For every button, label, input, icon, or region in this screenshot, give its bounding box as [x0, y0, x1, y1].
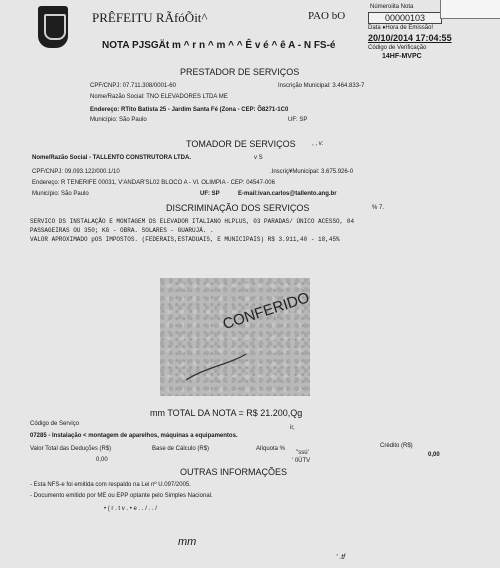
provider-city: Município: São Paulo [90, 117, 147, 123]
stamp-drawing [160, 278, 310, 396]
stamp-signature-stroke [186, 354, 246, 380]
service-code-label: Código de Serviço [30, 421, 80, 427]
taker-title-marks: , , v: [312, 141, 324, 147]
city-name-right: PAO bO [308, 10, 346, 22]
services-title-marks: % 7. [372, 205, 385, 211]
credit-label: Crédito (R$) [380, 443, 413, 449]
verification-value: 14HF-MVPC [382, 53, 422, 60]
city-name: PRÊFEITU RÃfóÕit^ [92, 10, 208, 25]
totals-marks-1: ir, [290, 425, 295, 431]
corner-mark: ' .tf [336, 554, 346, 561]
other-info-line-1: - Esta NFS-e foi emitida com respaldo na Lei nº U.097/2005. [30, 482, 191, 488]
emission-label: Data ♦Hora de Emissão! [368, 25, 434, 31]
other-info-line-2: - Documento emitido por ME ou EPP optante pelo Simples Nacional. [30, 493, 213, 499]
credit-value: 0,00 [428, 452, 440, 458]
taker-uf: UF: SP [200, 191, 220, 197]
note-number: 00000103 [368, 12, 442, 24]
provider-municipal-reg: Inscrição Municipal: 3.464.833-7 [278, 83, 365, 89]
totals-marks-3: ' 0ÜTV [292, 458, 311, 464]
verification-label: Código de Verificação [368, 45, 427, 51]
corner-decoration [440, 0, 500, 19]
provider-section-title: PRESTADOR DE SERVIÇOS [180, 67, 300, 77]
service-code: 07285 - Instalação < montagem de aparelhos, máquinas a equipamentos. [30, 433, 238, 439]
city-crest-icon [38, 6, 68, 48]
note-number-label: Númeroiita Nota [370, 4, 414, 10]
stamp-text: CONFERIDO [220, 289, 310, 334]
deductions-label: Valor Total das Deduções (R$) [30, 446, 112, 452]
other-info-title: OUTRAS INFORMAÇÕES [180, 467, 288, 477]
taker-cpf: CPF/CNPJ: 09.093.122/000.1/10 [32, 169, 120, 175]
service-line-2: PASSAGEIRAS OU 350; KG - OBRA. SOLARES - GUARUJÁ. . [30, 227, 214, 234]
taker-name: Nome/Razão Social - TALLENTO CONSTRUTORA LTDA. [32, 155, 192, 161]
total-line: mm TOTAL DA NOTA = R$ 21.200,Qg [150, 408, 303, 418]
deductions-value: 0,00 [96, 457, 108, 463]
provider-address: Endereço: RTito Batista 25 - Jardim Santa Fé (Zona - CEP: Õ8271-1C0 [90, 107, 289, 113]
emission-value: 20/10/2014 17:04:55 [368, 33, 452, 43]
other-info-line-3: • ( r . t v . • e . . / . . / [104, 506, 157, 512]
provider-cpf: CPF/CNPJ: 07.711.308/0001-60 [90, 83, 176, 89]
taker-city: Município: São Paulo [32, 191, 89, 197]
footer-mark: mm [178, 536, 197, 548]
service-line-1: SERVICO DS INSTALAÇÃO E MONTAGEM DS ELEVADOR ITALIANO HLPLUS, 03 PARADAS/ ÚNICO ACESSO, 04 [30, 218, 355, 225]
base-label: Base de Cálculo (R$) [152, 446, 210, 452]
service-line-3: VALOR APROXIMADO pOS IMPOSTOS. (FEDERAIS,ESTADUAIS, E MUNICIPAIS) R$ 3.911,40 - 18,45% [30, 236, 340, 243]
provider-uf: UF: SP [288, 117, 308, 123]
taker-section-title: TOMADOR DE SERVIÇOS [186, 139, 296, 149]
services-section-title: DISCRIMINAÇÃO DOS SERVIÇOS [166, 203, 310, 213]
conferido-stamp [160, 278, 310, 396]
taker-name-marks: v S [254, 155, 263, 161]
taker-email: E-mail:ivan.carlos@tallento.ang.br [238, 191, 337, 197]
totals-marks-2: ''ssú' [296, 450, 309, 456]
provider-name: Nome/Razão Social: TNO ELEVADORES LTDA ME [90, 94, 228, 100]
rate-label: Alíquota % [256, 446, 286, 452]
taker-address: Endereço: R TENERIFE 00031, V'ANDAR'SL02 BLOCO A - Vl. OLIMPIA - CEP: 04547-006 [32, 180, 275, 186]
taker-municipal-reg: .Inscriç¥Municipal: 3.675.926-0 [270, 169, 354, 175]
document-title: NOTA PJSGÄt m ^ r n ^ m ^ ^ Ê v é ^ ê A - N FS-é [102, 40, 336, 51]
